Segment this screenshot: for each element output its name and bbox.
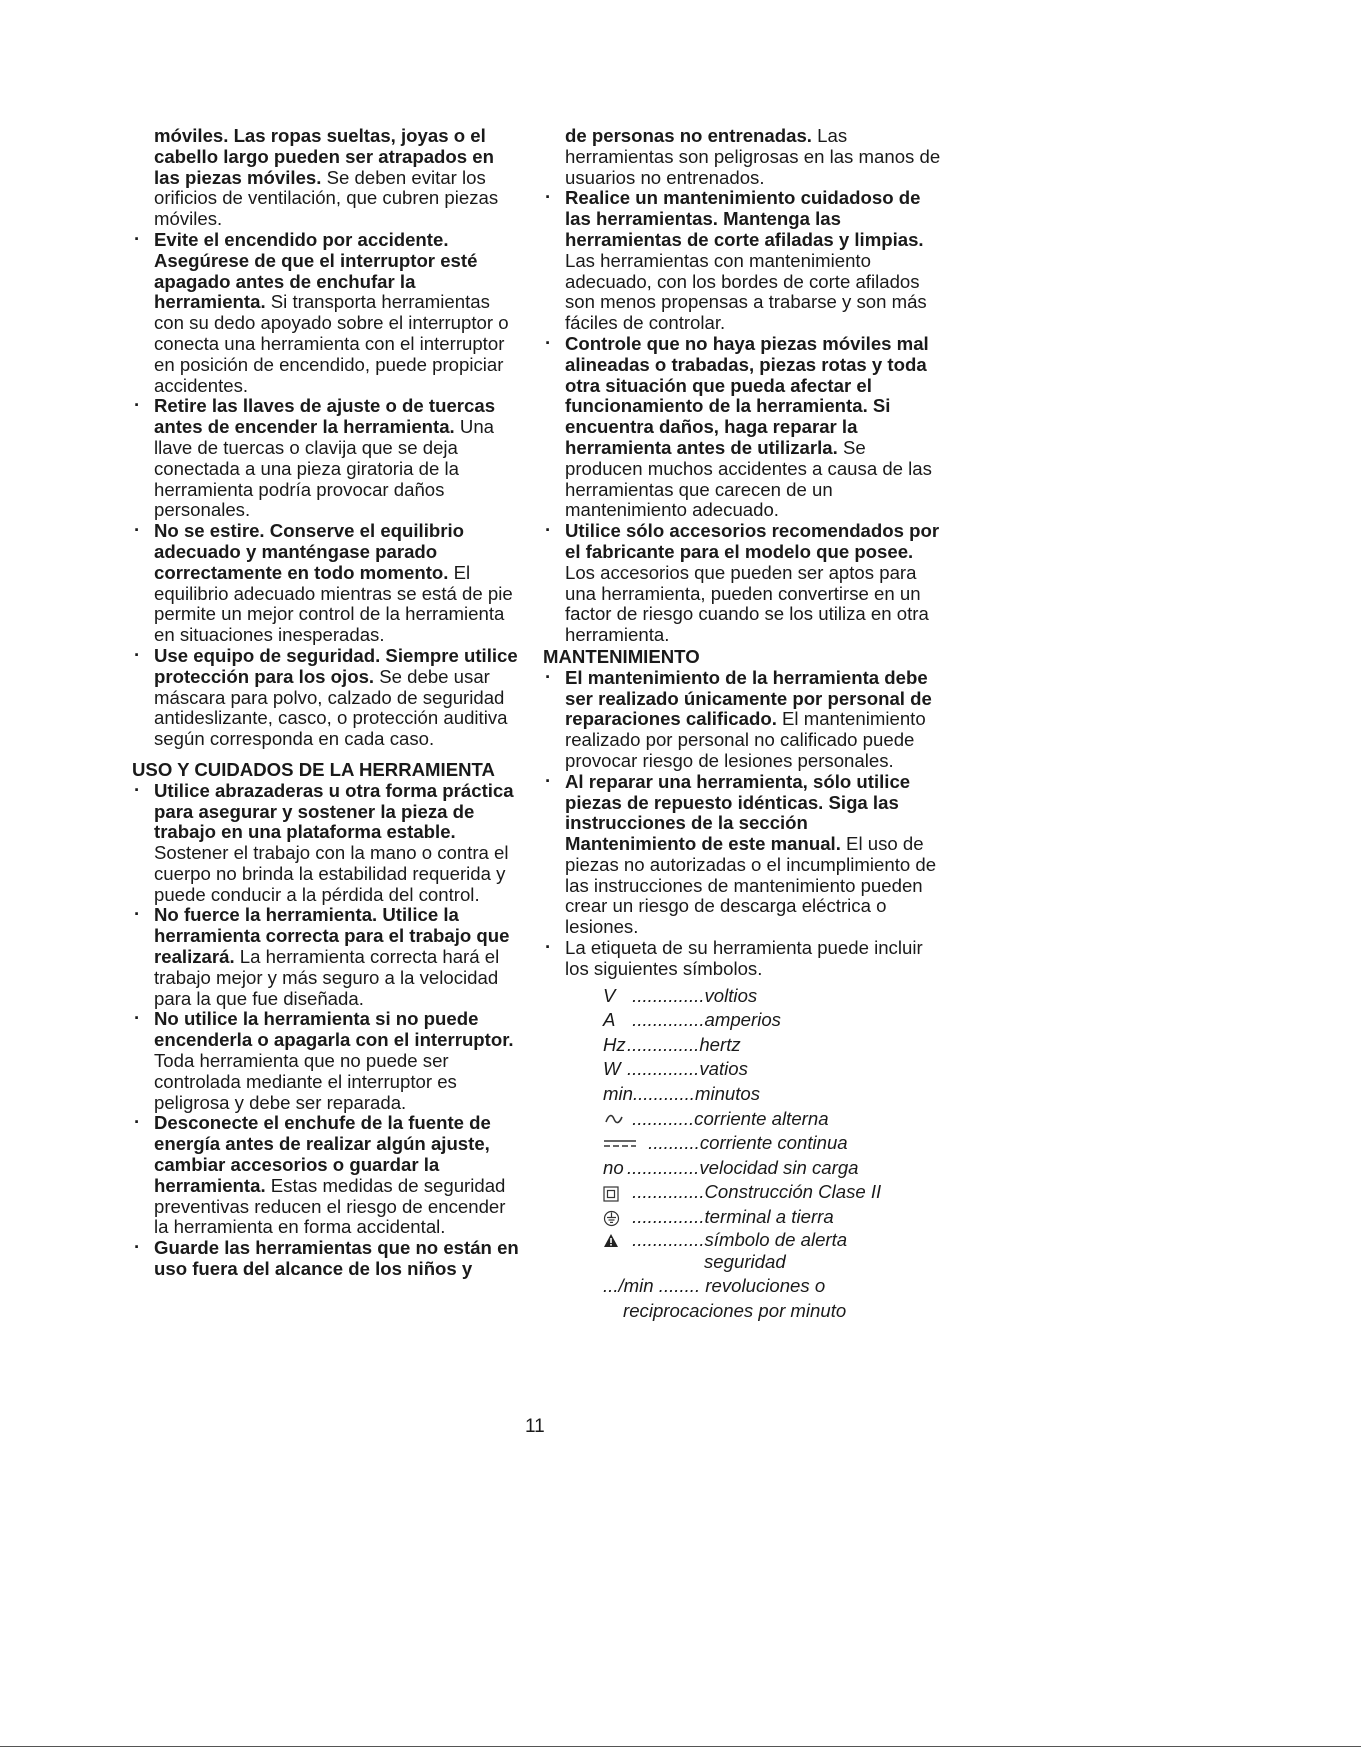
list-item: · Evite el encendido por accidente. Asegúrese de que el interruptor esté apagado antes de enchufar la herramienta. Si transporta herramientas con su dedo apoyado sobre el interruptor o conecta una herramienta con el interruptor en posición de encendido, puede propiciar accidentes. — [132, 230, 522, 396]
list-item: · Retire las llaves de ajuste o de tuercas antes de encender la herramienta. Una llave de tuercas o clavija que se deja conectada a una pieza giratoria de la herramienta podría provocar daños personales. — [132, 396, 522, 521]
section-heading: MANTENIMIENTO — [543, 645, 700, 667]
list-item: · Al reparar una herramienta, sólo utilice piezas de repuesto idénticas. Siga las instrucciones de la sección Mantenimiento de este manual. El uso de piezas no autorizadas o el incumplimiento de las instrucciones de mantenimiento pueden crear un riesgo de descarga eléctrica o lesiones. — [543, 772, 943, 938]
symbol-row: V ..............voltios — [603, 984, 758, 1006]
bottom-rule — [0, 1746, 1361, 1747]
symbol-row: A ..............amperios — [603, 1009, 781, 1031]
list-item: · Controle que no haya piezas móviles mal alineadas o trabadas, piezas rotas y toda otra situación que pueda afectar el funcionamiento de la herramienta. Si encuentra daños, haga reparar la herramienta antes de utilizarla. Se producen muchos accidentes a causa de las herramientas que carecen de un mantenimiento adecuado. — [543, 334, 943, 521]
ac-icon — [603, 1113, 625, 1127]
list-item: · El mantenimiento de la herramienta debe ser realizado únicamente por personal de reparaciones calificado. El mantenimiento realizado por personal no calificado puede provocar riesgo de lesiones personales. — [543, 668, 943, 772]
symbol-row: Hz..............hertz — [603, 1033, 741, 1055]
list-item: · Utilice abrazaderas u otra forma práctica para asegurar y sostener la pieza de trabajo en una plataforma estable. Sostener el trabajo con la mano o contra el cuerpo no brinda la estabilidad requerida y puede conducir a la pérdida del control. — [132, 781, 522, 906]
symbol-row: ..........corriente continua — [603, 1131, 943, 1156]
symbol-row: min............minutos — [603, 1083, 761, 1105]
symbol-row: ..............Construcción Clase II — [603, 1180, 943, 1205]
list-item: · No utilice la herramienta si no puede encenderla o apagarla con el interruptor. Toda herramienta que no puede ser controlada mediante el interruptor es peligrosa y debe ser reparada. — [132, 1009, 522, 1113]
intro-paragraph: móviles. Las ropas sueltas, joyas o el cabello largo pueden ser atrapados en las piezas móviles. Se deben evitar los orificios de ventilación, que cubren piezas móviles. — [154, 125, 499, 230]
symbol-row-continued: seguridad — [704, 1250, 786, 1272]
symbol-row: W ..............vatios — [603, 1058, 748, 1080]
continued-paragraph: de personas no entrenadas. Las herramientas son peligrosas en las manos de usuarios no entrenados. — [565, 125, 941, 188]
symbol-row: ............corriente alterna — [603, 1107, 943, 1132]
list-item: · No se estire. Conserve el equilibrio adecuado y manténgase parado correctamente en todo momento. El equilibrio adecuado mientras se está de pie permite un mejor control de la herramienta en situaciones inesperadas. — [132, 521, 522, 646]
right-column — [543, 126, 943, 1323]
list-item: · Utilice sólo accesorios recomendados por el fabricante para el modelo que posee. Los accesorios que pueden ser aptos para una herramienta, pueden convertirse en un factor de riesgo cuando se los utiliza en otra herramienta. — [543, 521, 943, 646]
class-ii-icon — [603, 1186, 619, 1202]
alert-icon — [603, 1233, 619, 1248]
list-item: · Realice un mantenimiento cuidadoso de las herramientas. Mantenga las herramientas de corte afiladas y limpias. Las herramientas con mantenimiento adecuado, con los bordes de corte afilados son menos propensas a trabarse y son más fáciles de controlar. — [543, 188, 943, 334]
symbol-table — [603, 984, 943, 1324]
list-item: · La etiqueta de su herramienta puede incluir los siguientes símbolos. — [543, 938, 943, 980]
symbol-row: .../min ........ revoluciones o — [603, 1275, 826, 1297]
symbol-row: no ..............velocidad sin carga — [603, 1156, 859, 1178]
list-item: · Guarde las herramientas que no están en uso fuera del alcance de los niños y — [132, 1238, 522, 1280]
symbol-row: ..............terminal a tierra — [603, 1205, 943, 1230]
symbol-row: ..............símbolo de alerta — [603, 1230, 943, 1250]
earth-icon — [603, 1210, 620, 1227]
section-heading: USO Y CUIDADOS DE LA HERRAMIENTA — [132, 758, 495, 780]
list-item: · Desconecte el enchufe de la fuente de energía antes de realizar algún ajuste, cambiar accesorios o guardar la herramienta. Estas medidas de seguridad preventivas reducen el riesgo de encender la herramienta en forma accidental. — [132, 1113, 522, 1238]
page-number: 11 — [525, 1416, 545, 1437]
symbol-row-continued: reciprocaciones por minuto — [623, 1299, 847, 1321]
left-column — [132, 126, 522, 1280]
list-item: · No fuerce la herramienta. Utilice la herramienta correcta para el trabajo que realizará. La herramienta correcta hará el trabajo mejor y más seguro a la velocidad para la que fue diseñada. — [132, 905, 522, 1009]
list-item: · Use equipo de seguridad. Siempre utilice protección para los ojos. Se debe usar máscara para polvo, calzado de seguridad antideslizante, casco, o protección auditiva según corresponda en cada caso. — [132, 646, 522, 750]
dc-icon — [603, 1138, 637, 1150]
